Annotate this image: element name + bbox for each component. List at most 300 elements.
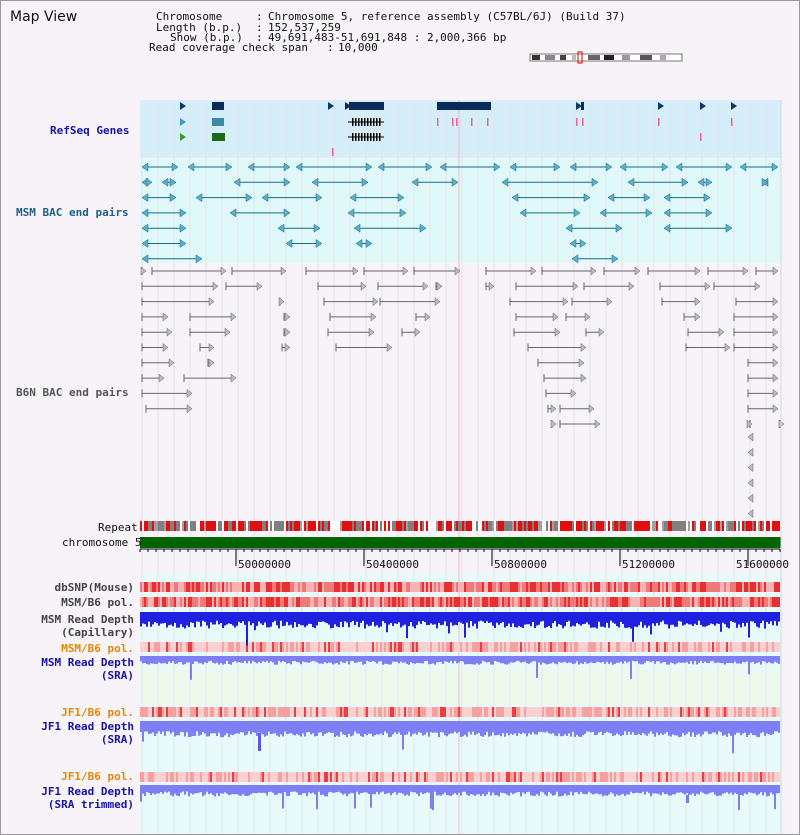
polymorphism-cell [648, 582, 650, 592]
polymorphism-cell [448, 597, 450, 607]
bac-end-marker [159, 374, 164, 382]
repeat-segment [558, 521, 560, 531]
polymorphism-cell [670, 642, 672, 652]
read-depth-bar [254, 721, 256, 733]
polymorphism-cell [766, 582, 768, 592]
polymorphism-cell [568, 597, 570, 607]
polymorphism-cell [394, 772, 396, 782]
bac-end-marker [629, 282, 634, 290]
polymorphism-cell [140, 582, 142, 592]
polymorphism-cell [608, 582, 610, 592]
polymorphism-cell [188, 707, 190, 717]
read-depth-bar [654, 785, 656, 793]
polymorphism-cell [140, 707, 142, 717]
polymorphism-cell [200, 707, 202, 717]
repeat-segment [564, 521, 566, 531]
polymorphism-cell [478, 772, 480, 782]
show-colon: : [256, 31, 263, 44]
repeat-segment [726, 521, 728, 531]
read-depth-bar [164, 721, 166, 736]
polymorphism-cell [652, 597, 654, 607]
read-depth-bar [482, 612, 484, 621]
bac-end-marker [221, 267, 226, 275]
exon [358, 118, 360, 126]
polymorphism-cell [176, 642, 178, 652]
read-depth-bar [602, 785, 604, 796]
read-depth-bar [382, 721, 384, 735]
read-depth-bar [168, 785, 170, 792]
polymorphism-cell [458, 642, 460, 652]
polymorphism-cell [398, 707, 400, 717]
polymorphism-cell [166, 707, 168, 717]
polymorphism-cell [460, 597, 462, 607]
read-depth-bar [540, 656, 542, 665]
repeat-segment [168, 521, 170, 531]
read-depth-bar [558, 656, 560, 662]
polymorphism-cell [368, 707, 370, 717]
read-depth-bar [372, 612, 374, 622]
read-depth-bar [348, 612, 350, 627]
track-label-jf1-depth-sra: JF1 Read Depth [41, 720, 134, 733]
polymorphism-cell [710, 772, 712, 782]
read-depth-bar [648, 721, 650, 734]
polymorphism-cell [342, 582, 344, 592]
repeat-segment [150, 521, 152, 531]
bac-end-marker [585, 313, 590, 321]
read-depth-bar [632, 656, 634, 661]
polymorphism-cell [260, 707, 262, 717]
bac-end-marker [163, 313, 168, 321]
read-depth-bar [278, 785, 280, 793]
polymorphism-cell [750, 772, 752, 782]
read-depth-bar [146, 721, 148, 731]
polymorphism-cell [354, 597, 356, 607]
polymorphism-cell [746, 772, 748, 782]
read-depth-bar [210, 612, 212, 622]
polymorphism-cell [162, 582, 164, 592]
polymorphism-cell [366, 582, 368, 592]
read-depth-bar [572, 656, 574, 664]
polymorphism-cell [394, 707, 396, 717]
repeat-segment [264, 521, 266, 531]
polymorphism-cell [314, 707, 316, 717]
polymorphism-cell [344, 772, 346, 782]
polymorphism-cell [382, 642, 384, 652]
polymorphism-cell [544, 707, 546, 717]
polymorphism-cell [238, 597, 240, 607]
read-depth-bar [414, 785, 416, 792]
polymorphism-cell [468, 707, 470, 717]
polymorphism-cell [358, 582, 360, 592]
read-depth-bar [502, 721, 504, 733]
polymorphism-cell [418, 642, 420, 652]
read-depth-bar [646, 721, 648, 736]
polymorphism-cell [756, 707, 758, 717]
read-depth-bar [262, 721, 264, 734]
read-depth-bar [464, 785, 466, 792]
repeat-segment [462, 521, 464, 531]
read-depth-bar [498, 721, 500, 735]
read-depth-bar [734, 721, 736, 735]
read-depth-bar [688, 721, 690, 732]
ideogram-band [660, 55, 666, 60]
repeat-segment [412, 521, 414, 531]
polymorphism-cell [258, 597, 260, 607]
read-depth-bar [772, 612, 774, 625]
polymorphism-cell [726, 582, 728, 592]
polymorphism-cell [342, 772, 344, 782]
read-depth-bar [368, 656, 370, 662]
polymorphism-cell [282, 642, 284, 652]
polymorphism-cell [210, 772, 212, 782]
read-depth-bar [190, 721, 192, 737]
polymorphism-cell [460, 772, 462, 782]
polymorphism-cell [748, 707, 750, 717]
polymorphism-cell [260, 582, 262, 592]
polymorphism-cell [594, 772, 596, 782]
polymorphism-cell [704, 582, 706, 592]
repeat-segment [294, 521, 296, 531]
read-depth-bar [508, 656, 510, 664]
read-depth-bar [608, 656, 610, 664]
read-depth-bar [588, 612, 590, 625]
read-depth-bar [284, 785, 286, 792]
read-depth-bar [330, 721, 332, 733]
polymorphism-cell [168, 642, 170, 652]
polymorphism-cell [666, 642, 668, 652]
read-depth-bar [300, 612, 302, 625]
read-depth-bar [656, 785, 658, 794]
polymorphism-cell [552, 772, 554, 782]
read-depth-bar [596, 656, 598, 662]
read-depth-bar [436, 721, 438, 733]
polymorphism-cell [538, 707, 540, 717]
read-depth-bar [368, 612, 370, 626]
read-depth-bar [396, 785, 398, 795]
polymorphism-cell [766, 772, 768, 782]
polymorphism-cell [554, 642, 556, 652]
read-depth-bar [434, 656, 436, 665]
polymorphism-cell [342, 642, 344, 652]
polymorphism-cell [146, 582, 148, 592]
polymorphism-cell [506, 707, 508, 717]
read-depth-bar [266, 656, 268, 661]
polymorphism-cell [742, 642, 744, 652]
polymorphism-cell [676, 597, 678, 607]
read-depth-bar [738, 785, 740, 810]
polymorphism-cell [242, 772, 244, 782]
polymorphism-cell [776, 772, 778, 782]
read-depth-bar [140, 656, 142, 661]
read-depth-bar [206, 785, 208, 792]
read-depth-bar [564, 721, 566, 734]
polymorphism-cell [754, 642, 756, 652]
read-depth-bar [160, 785, 162, 792]
read-depth-bar [288, 612, 290, 625]
ideogram-band [604, 55, 614, 60]
read-depth-bar [454, 785, 456, 793]
polymorphism-cell [650, 707, 652, 717]
polymorphism-cell [498, 642, 500, 652]
read-depth-bar [550, 785, 552, 794]
read-depth-bar [604, 721, 606, 733]
polymorphism-cell [492, 772, 494, 782]
read-depth-bar [766, 721, 768, 734]
read-depth-bar [336, 612, 338, 627]
bac-end-marker [563, 298, 568, 306]
polymorphism-cell [266, 707, 268, 717]
read-depth-bar [254, 612, 256, 630]
read-depth-bar [628, 656, 630, 662]
read-depth-bar [644, 656, 646, 663]
repeat-segment [216, 521, 218, 531]
read-depth-bar [270, 656, 272, 661]
polymorphism-cell [636, 597, 638, 607]
polymorphism-cell [666, 582, 668, 592]
bac-end-marker [231, 374, 236, 382]
polymorphism-cell [298, 707, 300, 717]
read-depth-bar [294, 656, 296, 661]
read-depth-bar [274, 612, 276, 621]
polymorphism-cell [370, 707, 372, 717]
polymorphism-cell [716, 597, 718, 607]
read-depth-bar [740, 721, 742, 735]
polymorphism-cell [380, 642, 382, 652]
read-depth-bar [324, 785, 326, 796]
polymorphism-cell [274, 707, 276, 717]
read-depth-bar [462, 656, 464, 661]
repeat-segment [460, 521, 462, 531]
polymorphism-cell [558, 772, 560, 782]
read-depth-bar [676, 656, 678, 663]
polymorphism-cell [604, 772, 606, 782]
read-depth-bar [306, 656, 308, 662]
polymorphism-cell [568, 707, 570, 717]
polymorphism-cell [746, 642, 748, 652]
read-depth-bar [502, 785, 504, 793]
bac-end-marker [695, 267, 700, 275]
read-depth-bar [416, 721, 418, 735]
polymorphism-cell [334, 772, 336, 782]
polymorphism-cell [148, 642, 150, 652]
polymorphism-cell [414, 642, 416, 652]
polymorphism-cell [200, 597, 202, 607]
repeat-segment [652, 521, 654, 531]
polymorphism-cell [532, 597, 534, 607]
read-depth-bar [154, 785, 156, 794]
read-depth-bar [290, 785, 292, 792]
read-depth-bar [186, 721, 188, 732]
polymorphism-cell [626, 707, 628, 717]
read-depth-bar [770, 785, 772, 793]
repeat-segment [704, 521, 706, 531]
polymorphism-cell [572, 582, 574, 592]
repeat-segment [620, 521, 622, 531]
read-depth-bar [534, 721, 536, 734]
polymorphism-cell [228, 642, 230, 652]
polymorphism-cell [390, 772, 392, 782]
read-depth-bar [292, 612, 294, 628]
polymorphism-cell [660, 582, 662, 592]
read-depth-bar [640, 785, 642, 793]
polymorphism-cell [694, 582, 696, 592]
read-depth-bar [538, 721, 540, 732]
polymorphism-cell [680, 597, 682, 607]
read-depth-bar [450, 785, 452, 796]
polymorphism-cell [732, 582, 734, 592]
snp-mark [576, 118, 578, 126]
read-depth-bar [706, 612, 708, 626]
polymorphism-cell [478, 597, 480, 607]
polymorphism-cell [146, 597, 148, 607]
read-depth-bar [602, 612, 604, 627]
read-depth-bar [280, 721, 282, 734]
read-depth-bar [228, 721, 230, 737]
repeat-segment [432, 521, 434, 531]
read-depth-bar [382, 785, 384, 792]
polymorphism-cell [328, 772, 330, 782]
read-depth-bar [588, 785, 590, 792]
polymorphism-cell [272, 772, 274, 782]
read-depth-bar [184, 656, 186, 664]
polymorphism-cell [304, 707, 306, 717]
read-depth-bar [600, 785, 602, 794]
polymorphism-cell [310, 597, 312, 607]
polymorphism-cell [426, 582, 428, 592]
read-depth-bar [524, 721, 526, 733]
read-depth-bar [708, 612, 710, 625]
polymorphism-cell [194, 582, 196, 592]
polymorphism-cell [264, 582, 266, 592]
exon [364, 133, 366, 141]
read-depth-bar [466, 785, 468, 795]
polymorphism-cell [522, 582, 524, 592]
polymorphism-cell [482, 597, 484, 607]
read-depth-bar [370, 785, 372, 808]
repeat-segment [592, 521, 594, 531]
polymorphism-cell [732, 597, 734, 607]
read-depth-bar [652, 656, 654, 661]
polymorphism-cell [402, 582, 404, 592]
read-depth-bar [582, 721, 584, 735]
read-depth-bar [694, 785, 696, 796]
read-depth-bar [188, 785, 190, 796]
repeat-segment [528, 521, 530, 531]
read-depth-bar [744, 785, 746, 793]
polymorphism-cell [374, 597, 376, 607]
repeat-segment [196, 521, 198, 531]
polymorphism-cell [256, 642, 258, 652]
repeat-segment [632, 521, 634, 531]
polymorphism-cell [522, 642, 524, 652]
read-depth-bar [268, 612, 270, 627]
polymorphism-cell [310, 582, 312, 592]
axis-tick-label: 50000000 [238, 558, 291, 571]
polymorphism-cell [708, 642, 710, 652]
polymorphism-cell [588, 597, 590, 607]
polymorphism-cell [360, 642, 362, 652]
read-depth-bar [496, 721, 498, 735]
polymorphism-cell [694, 642, 696, 652]
read-depth-bar [568, 612, 570, 621]
read-depth-bar [198, 721, 200, 736]
exon [355, 133, 357, 141]
polymorphism-cell [576, 582, 578, 592]
read-depth-bar [436, 612, 438, 628]
polymorphism-cell [660, 772, 662, 782]
read-depth-bar [412, 785, 414, 792]
polymorphism-cell [536, 772, 538, 782]
polymorphism-cell [210, 582, 212, 592]
polymorphism-cell [244, 642, 246, 652]
read-depth-bar [172, 656, 174, 661]
polymorphism-cell [144, 707, 146, 717]
polymorphism-cell [492, 597, 494, 607]
read-depth-bar [362, 612, 364, 621]
polymorphism-cell [760, 582, 762, 592]
polymorphism-cell [542, 642, 544, 652]
polymorphism-cell [252, 707, 254, 717]
repeat-segment [640, 521, 642, 531]
repeat-segment [598, 521, 600, 531]
polymorphism-cell [254, 597, 256, 607]
polymorphism-cell [284, 582, 286, 592]
polymorphism-cell [676, 582, 678, 592]
polymorphism-cell [258, 772, 260, 782]
read-depth-bar [414, 612, 416, 628]
read-depth-bar [338, 612, 340, 627]
read-depth-bar [360, 721, 362, 736]
read-depth-bar [772, 721, 774, 734]
polymorphism-cell [648, 642, 650, 652]
polymorphism-cell [560, 582, 562, 592]
read-depth-bar [544, 721, 546, 733]
read-depth-bar [394, 612, 396, 623]
polymorphism-cell [324, 772, 326, 782]
read-depth-bar [344, 721, 346, 735]
polymorphism-cell [646, 707, 648, 717]
polymorphism-cell [160, 597, 162, 607]
repeat-segment [548, 521, 550, 531]
polymorphism-cell [348, 582, 350, 592]
polymorphism-cell [564, 642, 566, 652]
read-depth-bar [744, 612, 746, 626]
read-depth-bar [160, 656, 162, 663]
read-depth-bar [644, 721, 646, 734]
read-depth-bar [350, 785, 352, 793]
polymorphism-cell [596, 772, 598, 782]
repeat-segment [576, 521, 578, 531]
read-depth-bar [272, 785, 274, 793]
polymorphism-cell [290, 597, 292, 607]
polymorphism-cell [262, 597, 264, 607]
repeat-segment [178, 521, 180, 531]
read-depth-bar [390, 612, 392, 623]
polymorphism-cell [654, 597, 656, 607]
polymorphism-cell [258, 642, 260, 652]
polymorphism-cell [388, 597, 390, 607]
repeat-segment [568, 521, 570, 531]
read-depth-bar [760, 721, 762, 733]
polymorphism-cell [216, 707, 218, 717]
polymorphism-cell [386, 582, 388, 592]
polymorphism-cell [322, 582, 324, 592]
read-depth-bar [256, 612, 258, 626]
read-depth-bar [286, 656, 288, 664]
read-depth-bar [224, 656, 226, 664]
read-depth-bar [546, 612, 548, 627]
polymorphism-cell [572, 642, 574, 652]
